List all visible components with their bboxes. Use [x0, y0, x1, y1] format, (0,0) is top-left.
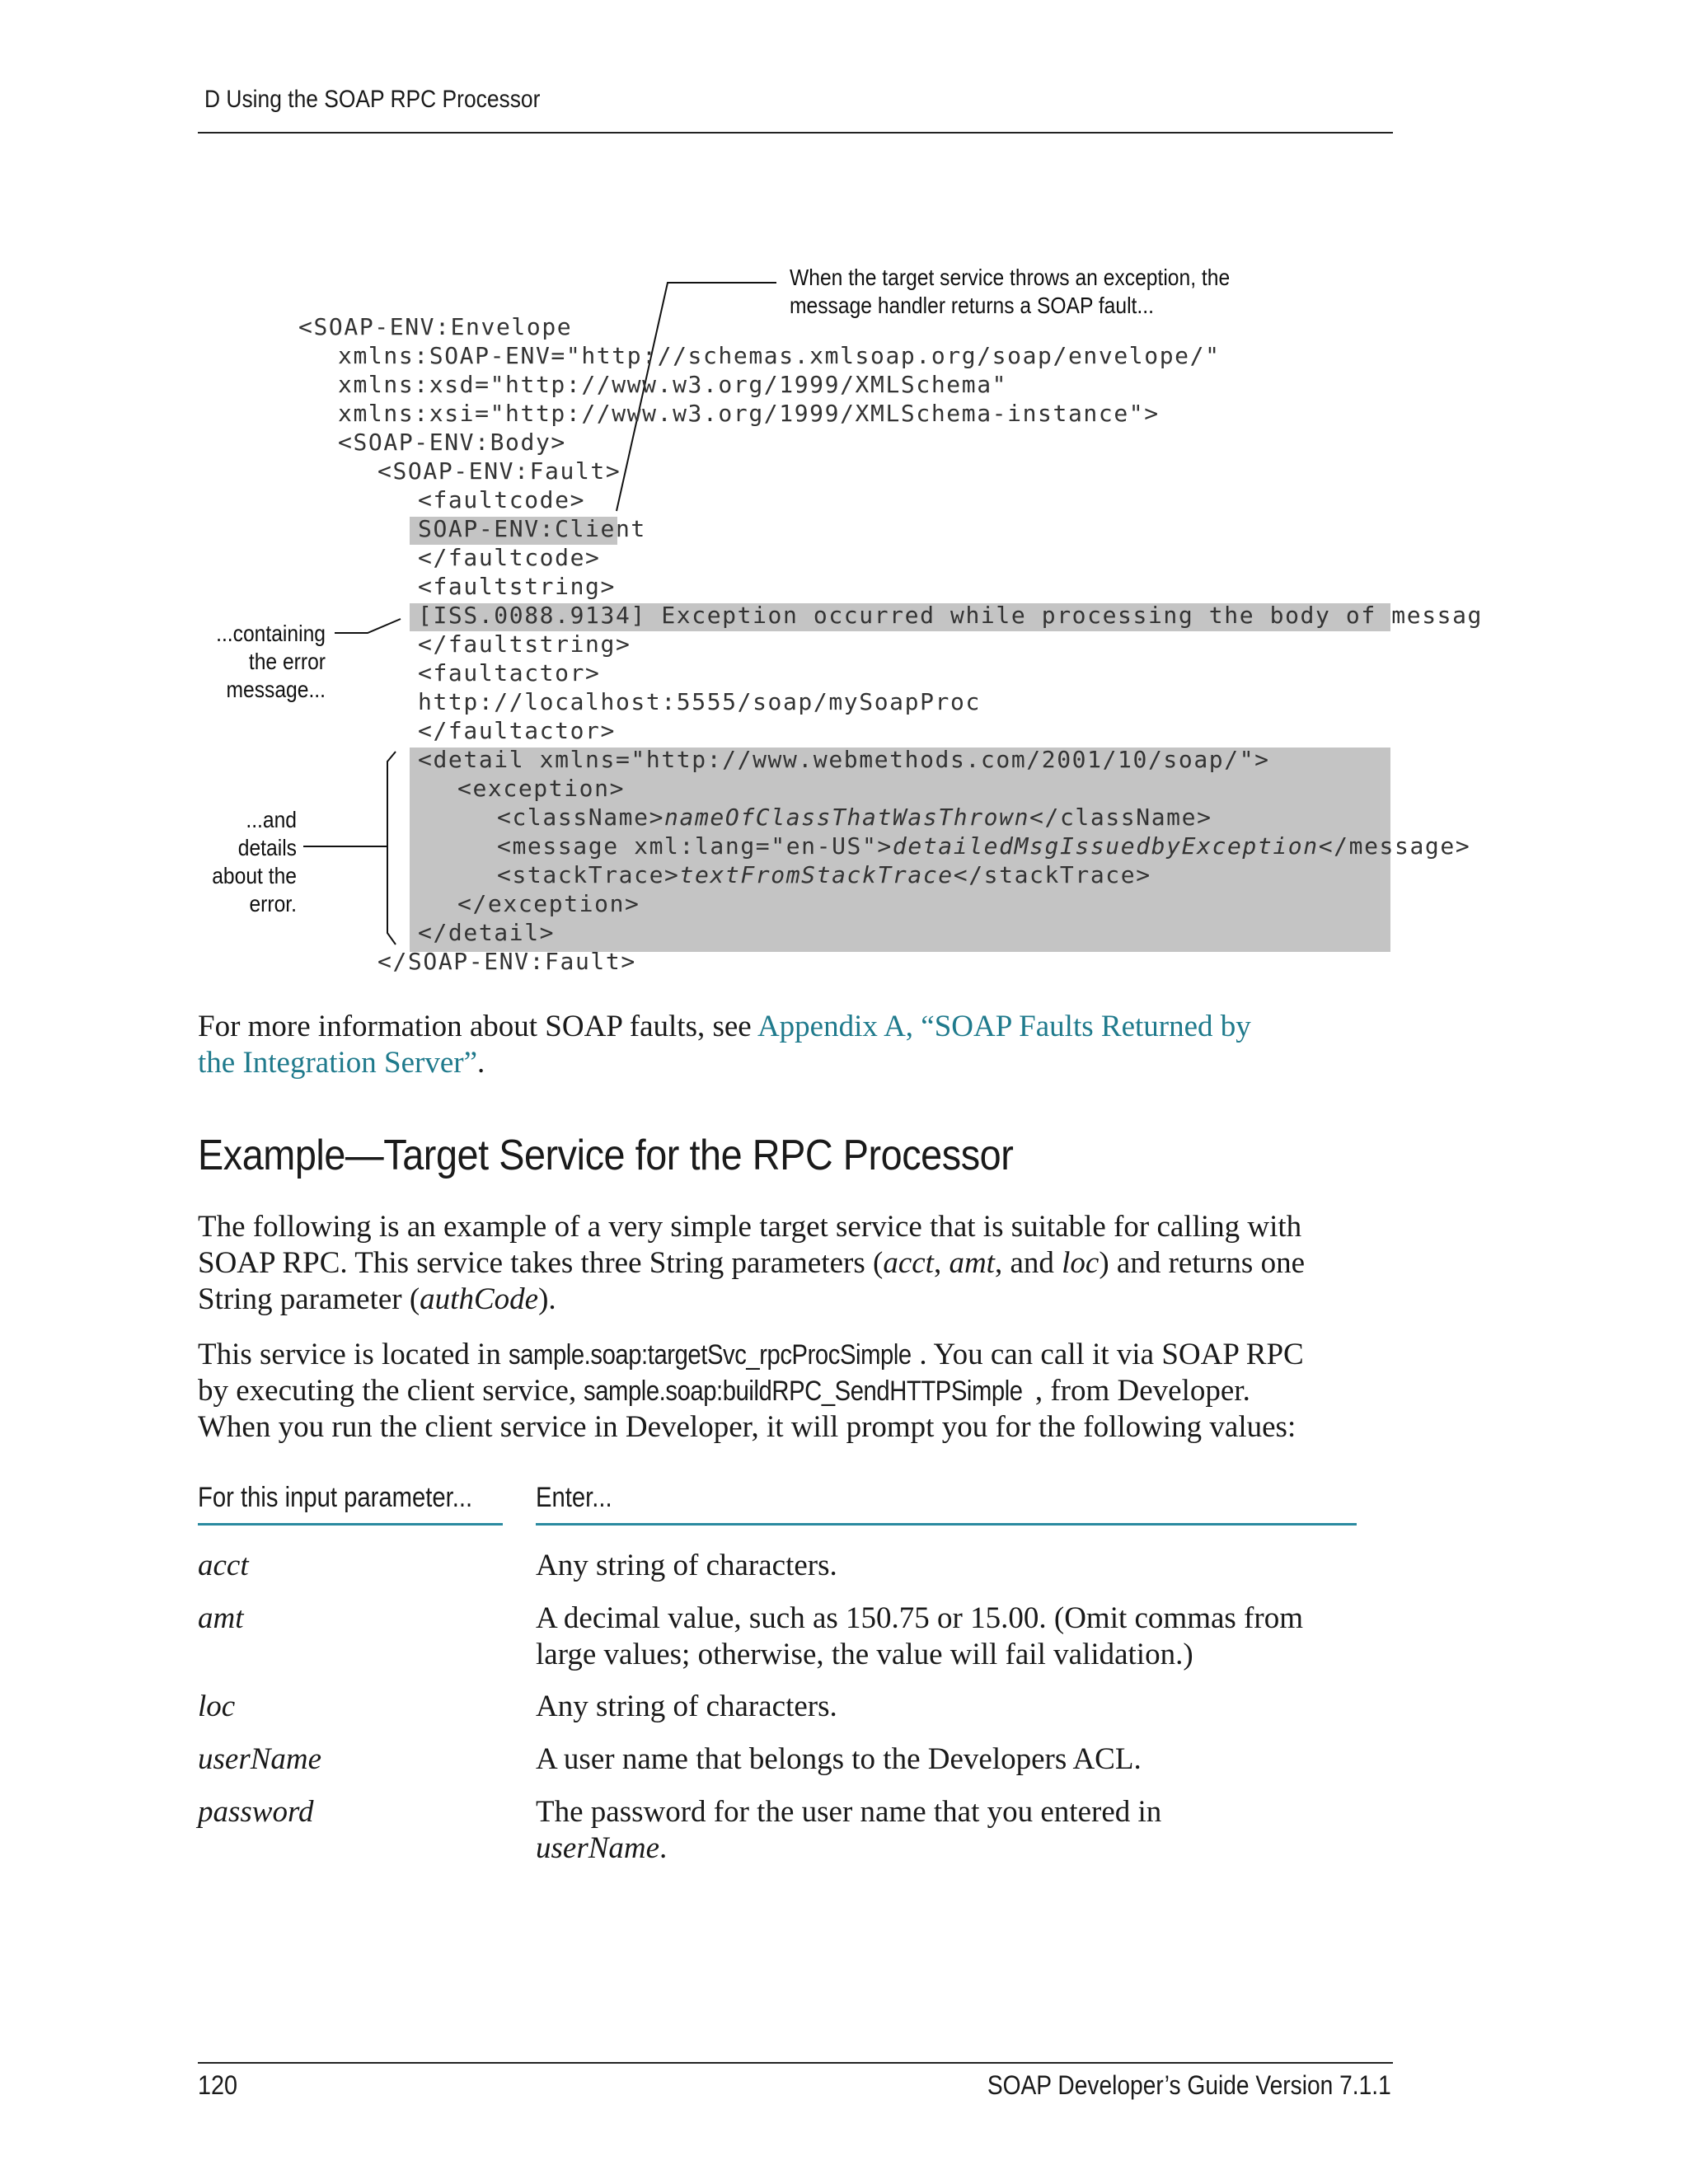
- link-text: Appendix A, “SOAP Faults Returned by: [757, 1010, 1251, 1043]
- code-line: http://localhost:5555/soap/mySoapProc: [418, 688, 981, 715]
- text-run: ).: [538, 1282, 556, 1316]
- code-line: <SOAP-ENV:Body>: [338, 429, 566, 456]
- callout-line: about the: [212, 863, 297, 888]
- table-header-rule: [198, 1523, 503, 1526]
- code-line: [ISS.0088.9134] Exception occurred while processing the body of messag: [418, 602, 1484, 629]
- code-line: </faultcode>: [418, 544, 601, 571]
- text-run: by executing the client service,: [198, 1374, 584, 1408]
- code-line: </faultactor>: [418, 717, 616, 744]
- code-line: <detail xmlns="http://www.webmethods.com/2001/10/soap/">: [418, 746, 1270, 773]
- code-tag: </className>: [1029, 804, 1212, 831]
- code-line: <SOAP-ENV:Envelope: [298, 313, 573, 340]
- text-run: . You can call it via SOAP RPC: [919, 1338, 1304, 1371]
- desc-line: large values; otherwise, the value will fail validation.): [536, 1638, 1193, 1671]
- service-location-paragraph: [198, 1337, 1401, 1446]
- text-run: ) and returns one: [1099, 1246, 1306, 1280]
- code-line: xmlns:xsd="http://www.w3.org/1999/XMLSchema": [338, 371, 1008, 398]
- param-name: loc: [1062, 1246, 1100, 1280]
- table-row-desc: Any string of characters.: [536, 1690, 837, 1723]
- table-header-param: For this input parameter...: [198, 1482, 473, 1513]
- table-row-param: loc: [198, 1690, 236, 1723]
- text-run: The following is an example of a very simple target service that is suitable for calling with: [198, 1210, 1302, 1244]
- code-italic-value: detailedMsgIssuedbyException: [892, 832, 1319, 860]
- code-line: </exception>: [457, 890, 640, 917]
- section-heading: Example—Target Service for the RPC Processor: [198, 1132, 1014, 1179]
- code-tag: </message>: [1318, 832, 1471, 860]
- code-tag: <message xml:lang="en-US">: [497, 832, 893, 860]
- text-run: .: [477, 1046, 485, 1080]
- callout-line: error.: [249, 891, 297, 916]
- running-head: D Using the SOAP RPC Processor: [204, 86, 541, 113]
- callout-line: message handler returns a SOAP fault...: [790, 293, 1154, 318]
- text-run: This service is located in: [198, 1338, 509, 1371]
- service-name: sample.soap:buildRPC_SendHTTPSimple: [584, 1376, 1024, 1407]
- callout-line: ...containing: [216, 621, 326, 646]
- callout-line: When the target service throws an exception, the: [790, 265, 1231, 290]
- text-run: ,: [933, 1246, 950, 1280]
- param-name: amt: [949, 1246, 995, 1280]
- callout-line: ...and: [246, 807, 297, 832]
- footer-title: SOAP Developer’s Guide Version 7.1.1: [987, 2070, 1391, 2100]
- bracket-detail: [387, 752, 396, 944]
- code-line: <SOAP-ENV:Fault>: [377, 457, 621, 485]
- table-header-rule: [536, 1523, 1357, 1526]
- text-run: SOAP RPC. This service takes three String parameters (: [198, 1246, 884, 1280]
- service-name: sample.soap:targetSvc_rpcProcSimple: [509, 1339, 912, 1371]
- code-italic-value: textFromStackTrace: [679, 861, 954, 888]
- code-italic-value: nameOfClassThatWasThrown: [664, 804, 1030, 831]
- callout-top: [790, 264, 1297, 320]
- callout-line: the error: [248, 649, 326, 674]
- faultstring-clip: [410, 600, 1484, 631]
- table-row-desc: A user name that belongs to the Developers ACL.: [536, 1742, 1142, 1776]
- text-run: , from Developer.: [1034, 1374, 1250, 1408]
- code-line: xmlns:xsi="http://www.w3.org/1999/XMLSchema-instance">: [338, 400, 1160, 427]
- param-name: authCode: [420, 1282, 539, 1316]
- code-line: </SOAP-ENV:Fault>: [377, 948, 636, 975]
- callout-line: message...: [226, 677, 326, 702]
- table-row-desc: [536, 1794, 1401, 1867]
- callout-middle: [148, 620, 326, 704]
- table-row-param: password: [198, 1795, 314, 1829]
- callout-line: details: [237, 835, 297, 860]
- code-line: SOAP-ENV:Client: [418, 515, 646, 542]
- code-line: <faultstring>: [418, 573, 616, 600]
- example-intro-paragraph: [198, 1209, 1401, 1318]
- param-name: userName: [536, 1831, 660, 1865]
- code-line: xmlns:SOAP-ENV="http://schemas.xmlsoap.org/soap/envelope/": [338, 342, 1221, 369]
- code-tag: <className>: [497, 804, 665, 831]
- code-line: <faultcode>: [418, 486, 586, 513]
- connector-middle: [335, 619, 401, 633]
- code-tag: </stackTrace>: [953, 861, 1151, 888]
- code-line: </detail>: [418, 919, 556, 946]
- text-run: String parameter (: [198, 1282, 420, 1316]
- desc-line: The password for the user name that you entered in: [536, 1795, 1162, 1829]
- callout-bottom: [144, 806, 297, 918]
- text-run: , and: [994, 1246, 1062, 1280]
- table-row-desc: Any string of characters.: [536, 1549, 837, 1582]
- text-run: .: [659, 1831, 668, 1865]
- more-info-paragraph: [198, 1009, 1401, 1081]
- page-number: 120: [198, 2070, 238, 2100]
- table-header-enter: Enter...: [536, 1482, 612, 1513]
- table-row-param: acct: [198, 1549, 249, 1582]
- code-line: [497, 832, 1470, 860]
- code-tag: <stackTrace>: [497, 861, 680, 888]
- table-row-param: userName: [198, 1742, 322, 1776]
- code-line: <exception>: [457, 775, 626, 802]
- table-row-desc: [536, 1601, 1401, 1673]
- code-line: [497, 861, 1151, 889]
- table-row-param: amt: [198, 1601, 244, 1635]
- footer-rule: [198, 2062, 1393, 2064]
- soap-fault-figure: [0, 0, 1688, 989]
- text-run: For more information about SOAP faults, see: [198, 1010, 757, 1043]
- code-line: [497, 804, 1212, 832]
- text-run: When you run the client service in Developer, it will prompt you for the following values:: [198, 1410, 1296, 1444]
- code-line: <faultactor>: [418, 659, 601, 687]
- param-name: acct: [883, 1246, 934, 1280]
- link-text: the Integration Server”: [198, 1046, 478, 1080]
- desc-line: A decimal value, such as 150.75 or 15.00. (Omit commas from: [536, 1601, 1303, 1635]
- message-clip: [410, 831, 1471, 862]
- code-line: </faultstring>: [418, 630, 631, 658]
